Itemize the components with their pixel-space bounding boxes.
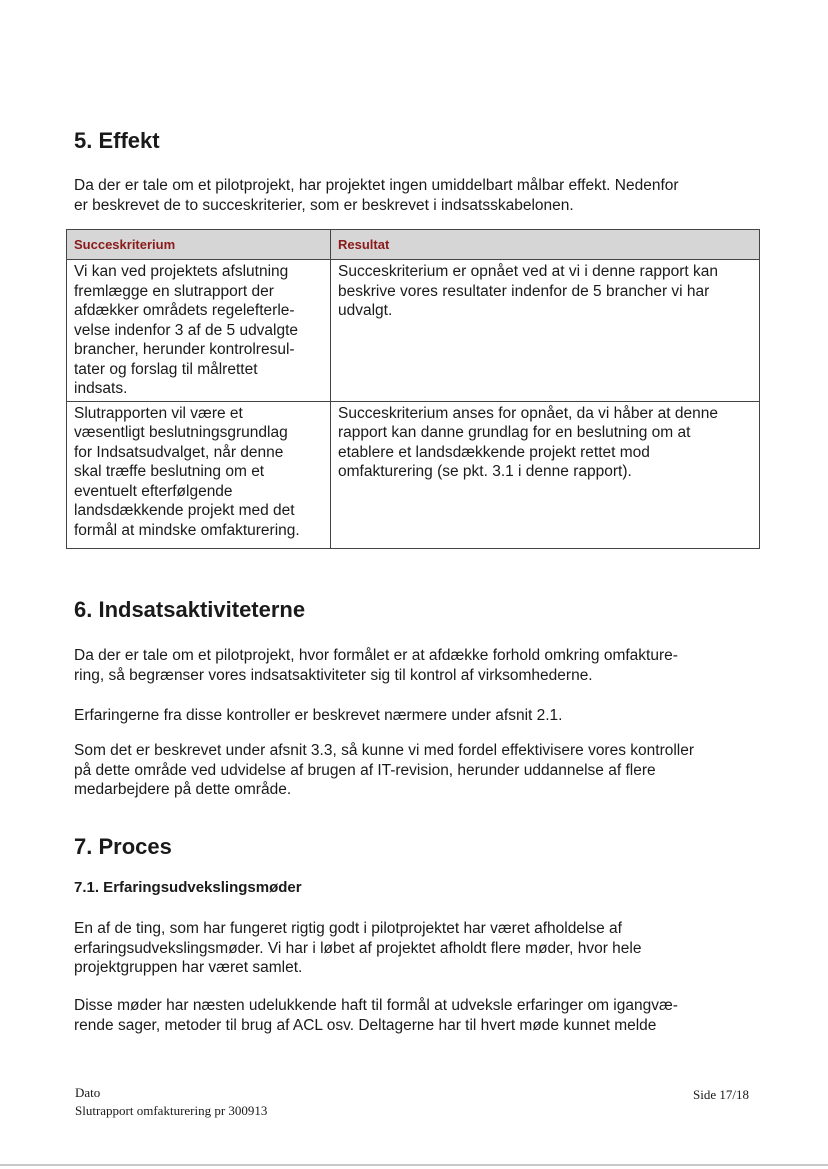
section-heading-indsatsaktiviteterne: 6. Indsatsaktiviteterne	[74, 597, 306, 622]
proces-paragraph-2	[74, 996, 764, 1035]
footer-document-title: Slutrapport omfakturering pr 300913	[75, 1103, 268, 1118]
page-bottom-edge	[0, 1164, 828, 1166]
text-line: Disse møder har næsten udelukkende haft til formål at udveksle erfaringer om igangvæ-	[74, 997, 678, 1014]
text-line: ring, så begrænser vores indsatsaktiviteter sig til kontrol af virksomhederne.	[74, 666, 593, 684]
cell-line: beskrive vores resultater indenfor de 5 brancher vi har	[338, 282, 710, 300]
text-line: Da der er tale om et pilotprojekt, har projektet ingen umiddelbart målbar effekt. Nedenfor	[74, 177, 679, 194]
text-line: erfaringsudvekslingsmøder. Vi har i løbet af projektet afholdt flere møder, hvor hele	[74, 939, 642, 957]
table-row	[67, 260, 760, 402]
cell-line: væsentligt beslutningsgrundlag	[74, 424, 288, 441]
proces-paragraph-1	[74, 919, 764, 978]
result-cell	[331, 260, 760, 402]
column-header-result: Resultat	[331, 230, 760, 260]
section-heading-proces: 7. Proces	[74, 834, 172, 859]
cell-line: Succeskriterium er opnået ved at vi i denne rapport kan	[338, 263, 718, 280]
cell-line: omfakturering (se pkt. 3.1 i denne rapport).	[338, 463, 632, 480]
text-line: er beskrevet de to succeskriterier, som er beskrevet i indsatsskabelonen.	[74, 196, 574, 214]
table-row	[67, 401, 760, 549]
text-line: rende sager, metoder til brug af ACL osv. Deltagerne har til hvert møde kunnet melde	[74, 1016, 657, 1034]
criterion-cell	[67, 401, 331, 549]
text-line: Erfaringerne fra disse kontroller er beskrevet nærmere under afsnit 2.1.	[74, 707, 563, 724]
table-header-row	[67, 230, 760, 260]
cell-line: brancher, herunder kontrolresul-	[74, 341, 295, 358]
indsats-paragraph-1	[74, 646, 764, 685]
cell-line: eventuelt efterfølgende	[74, 482, 233, 500]
cell-line: velse indenfor 3 af de 5 udvalgte	[74, 321, 299, 339]
text-line: på dette område ved udvidelse af brugen af IT-revision, herunder uddannelse af flere	[74, 761, 656, 779]
cell-line: fremlægge en slutrapport der	[74, 282, 274, 300]
cell-line: Succeskriterium anses for opnået, da vi håber at denne	[338, 404, 718, 422]
cell-line: rapport kan danne grundlag for en beslutning om at	[338, 424, 691, 441]
cell-line: skal træffe beslutning om et	[74, 463, 265, 480]
cell-line: Slutrapporten vil være et	[74, 404, 243, 422]
footer-page-number: Side 17/18	[693, 1087, 749, 1102]
result-cell	[331, 401, 760, 549]
text-line: medarbejdere på dette område.	[74, 781, 292, 798]
cell-line: indsats.	[74, 380, 128, 397]
section-heading-effekt: 5. Effekt	[74, 128, 160, 153]
effekt-intro-paragraph	[74, 176, 764, 215]
indsats-paragraph-3	[74, 741, 764, 800]
text-line: projektgruppen har været samlet.	[74, 959, 303, 976]
text-line: En af de ting, som har fungeret rigtig godt i pilotprojektet har været afholdelse af	[74, 920, 622, 937]
success-criteria-table	[66, 229, 760, 549]
text-line: Da der er tale om et pilotprojekt, hvor formålet er at afdække forhold omkring omfakture-	[74, 647, 678, 664]
cell-line: landsdækkende projekt med det	[74, 502, 295, 519]
footer-left	[75, 1084, 267, 1120]
cell-line: afdækker områdets regelefterle-	[74, 302, 295, 319]
cell-line: formål at mindske omfakturering.	[74, 521, 300, 539]
cell-line: udvalgt.	[338, 302, 393, 319]
column-header-criterion: Succeskriterium	[67, 230, 331, 260]
cell-line: tater og forslag til målrettet	[74, 360, 258, 378]
cell-line: etablere et landsdækkende projekt rettet mod	[338, 443, 650, 461]
indsats-paragraph-2	[74, 706, 764, 726]
cell-line: for Indsatsudvalget, når denne	[74, 443, 284, 461]
criterion-cell	[67, 260, 331, 402]
cell-line: Vi kan ved projektets afslutning	[74, 263, 289, 280]
subsection-heading-erfaringsudvekslingsmoeder: 7.1. Erfaringsudvekslingsmøder	[74, 879, 302, 896]
text-line: Som det er beskrevet under afsnit 3.3, så kunne vi med fordel effektivisere vores kontroller	[74, 742, 695, 759]
footer-date-label: Dato	[75, 1085, 101, 1100]
